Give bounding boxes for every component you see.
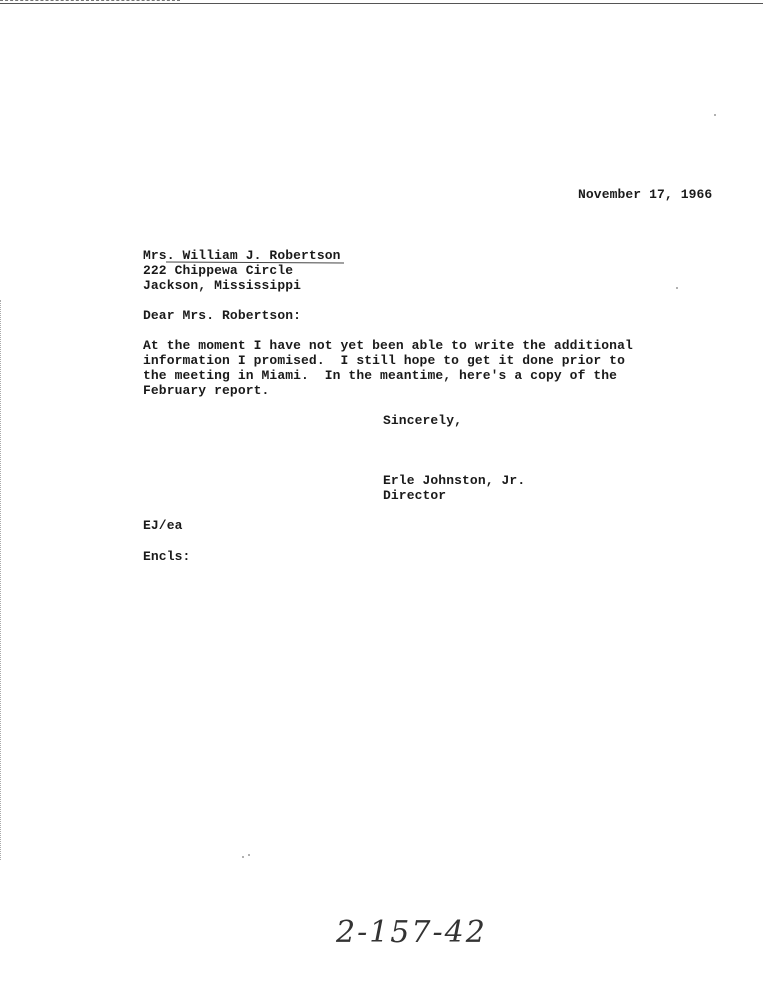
body-line: February report.: [143, 383, 270, 398]
recipient-street: 222 Chippewa Circle: [143, 263, 294, 278]
recipient-city: Jackson, Mississippi: [143, 278, 302, 293]
top-edge-dashes: [0, 0, 180, 1]
top-edge-rule: [0, 3, 763, 4]
recipient-name: Mrs. William J. Robertson: [143, 248, 341, 263]
scan-speck: [248, 854, 250, 856]
body-line: information I promised. I still hope to get it done prior to: [143, 353, 625, 368]
reference-initials: EJ/ea: [143, 518, 183, 533]
scan-speck: [242, 856, 244, 858]
scan-speck: [676, 287, 678, 289]
signer-title: Director: [383, 488, 447, 503]
letter-date: November 17, 1966: [578, 187, 713, 202]
left-edge-marks: [0, 300, 1, 860]
scan-speck: [714, 114, 716, 116]
salutation: Dear Mrs. Robertson:: [143, 308, 302, 323]
handwritten-file-number: 2-157-42: [336, 915, 487, 950]
enclosures-note: Encls:: [143, 549, 191, 564]
body-line: At the moment I have not yet been able to write the additional: [143, 338, 633, 353]
body-line: the meeting in Miami. In the meantime, here's a copy of the: [143, 368, 618, 383]
closing: Sincerely,: [383, 413, 463, 428]
signer-name: Erle Johnston, Jr.: [383, 473, 526, 488]
